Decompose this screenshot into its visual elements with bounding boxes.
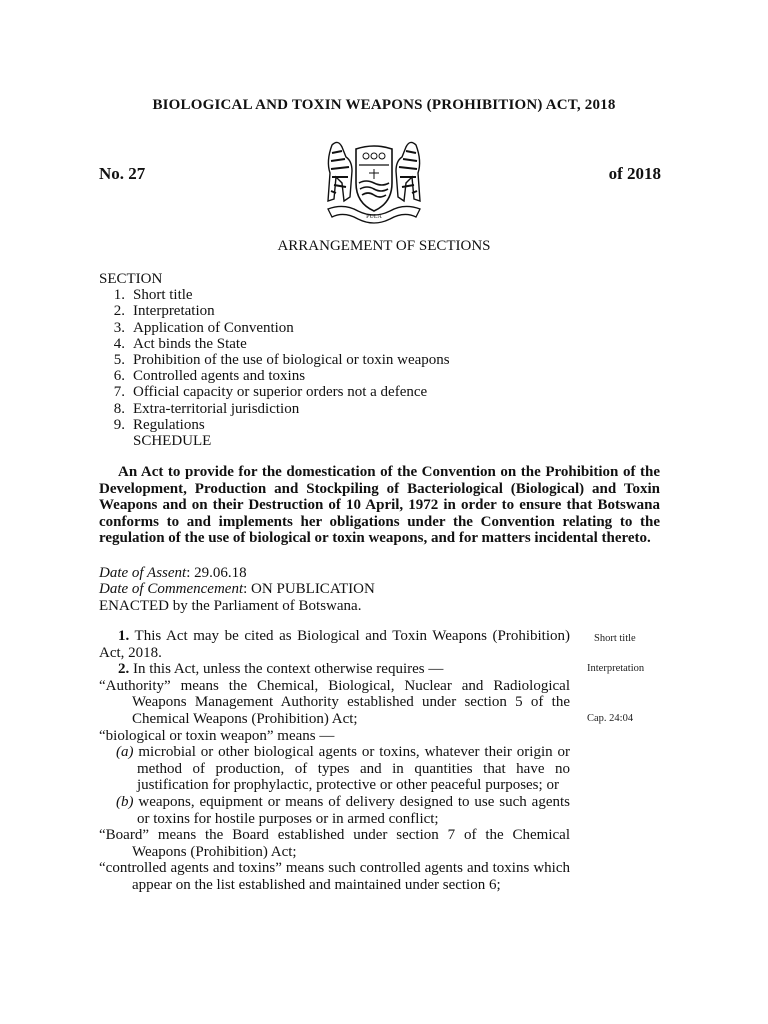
- assent-date: Date of Assent: 29.06.18: [99, 565, 247, 581]
- motto-text: PULA: [366, 214, 382, 220]
- long-title: An Act to provide for the domestication of the Convention on the Prohibition of the Development, Production and Stockpiling of Bacteriological (Biological) and Toxin Weapons and on their Destruction of 10 April, 1972 in order to ensure that Botswana conforms to and implements her obligations under the Convention relating to the regulation of the use of biological or toxin weapons, and for matters incidental thereto.: [99, 464, 660, 547]
- paragraph-a: (a) microbial or other biological agents or toxins, whatever their origin or method of production, of types and in quantities that have no justification for prophylactic, protective or other peaceful purposes; or: [116, 744, 570, 794]
- definition-authority: “Authority” means the Chemical, Biological, Nuclear and Radiological Weapons Management Authority established under section 5 of the Chemical Weapons (Prohibition) Act;: [99, 677, 570, 727]
- toc-item: 3. Application of Convention: [113, 319, 294, 336]
- arrangement-of-sections: [99, 271, 450, 449]
- act-year: of 2018: [608, 164, 661, 183]
- schedule-label: SCHEDULE: [133, 433, 212, 450]
- act-body: [99, 628, 570, 894]
- act-number: No. 27: [99, 164, 146, 183]
- act-title: BIOLOGICAL AND TOXIN WEAPONS (PROHIBITION) ACT, 2018: [152, 97, 616, 113]
- definition-biological-weapon: “biological or toxin weapon” means —: [99, 727, 335, 744]
- toc-item: 6. Controlled agents and toxins: [113, 368, 306, 385]
- section-2: 2. In this Act, unless the context otherwise requires —: [118, 661, 444, 678]
- toc-item: 7. Official capacity or superior orders not a defence: [113, 384, 428, 401]
- definition-board: “Board” means the Board established under section 7 of the Chemical Weapons (Prohibition) Act;: [99, 827, 570, 860]
- section-1: 1. This Act may be cited as Biological and Toxin Weapons (Prohibition) Act, 2018.: [99, 628, 570, 661]
- arrangement-heading: ARRANGEMENT OF SECTIONS: [277, 238, 491, 254]
- toc-item: 5. Prohibition of the use of biological or toxin weapons: [113, 352, 450, 369]
- commencement-date: Date of Commencement: ON PUBLICATION: [99, 581, 375, 598]
- margin-note-short-title: Short title: [594, 633, 636, 644]
- margin-note-interpretation: Interpretation: [587, 663, 645, 674]
- paragraph-b: (b) weapons, equipment or means of delivery designed to use such agents or toxins for hostile purposes or in armed conflict;: [116, 793, 570, 827]
- enacting-clause: ENACTED by the Parliament of Botswana.: [99, 597, 362, 614]
- coat-of-arms-icon: [314, 137, 434, 227]
- definition-controlled-agents: “controlled agents and toxins” means such controlled agents and toxins which appear on the list established and maintained under section 6;: [99, 860, 570, 893]
- section-label: SECTION: [99, 271, 163, 287]
- toc-item: 8. Extra-territorial jurisdiction: [113, 400, 300, 417]
- toc-item: 9. Regulations: [113, 416, 205, 433]
- toc-item: 1. Short title: [113, 287, 193, 304]
- toc-item: 2. Interpretation: [113, 303, 215, 320]
- margin-note-cap: Cap. 24:04: [587, 713, 634, 724]
- act-dates: [99, 565, 375, 614]
- toc-item: 4. Act binds the State: [113, 335, 247, 352]
